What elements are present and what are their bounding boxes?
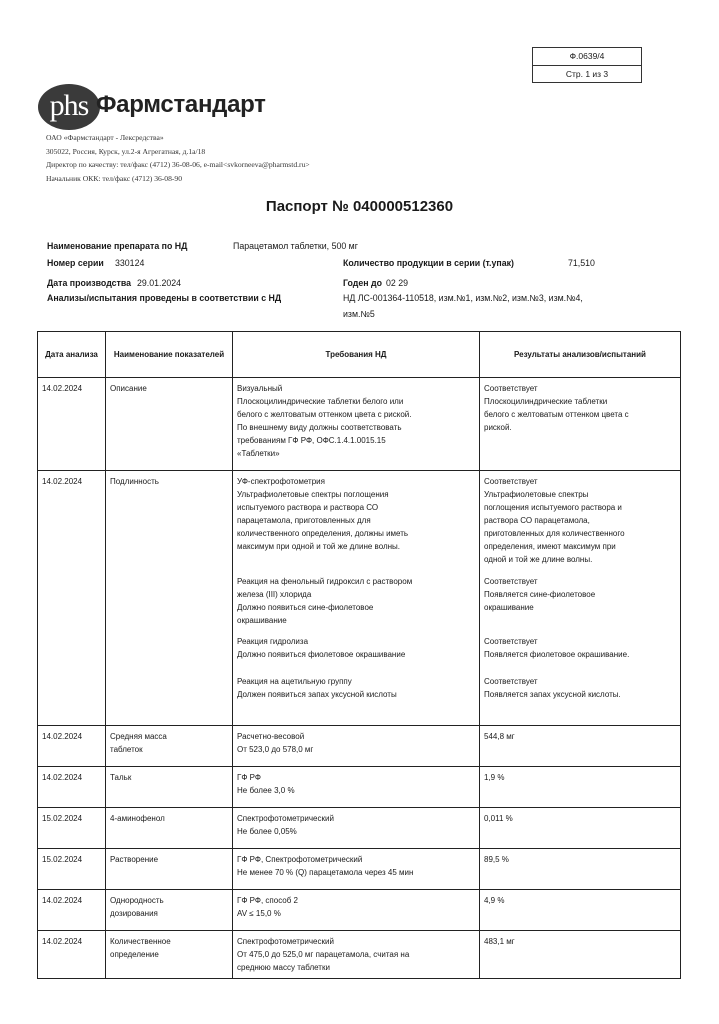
cell-requirements: ГФ РФ, способ 2 AV ≤ 15,0 %: [233, 890, 480, 931]
cell-name: Средняя масса таблеток: [106, 726, 233, 767]
cell-name: Описание: [106, 378, 233, 471]
cell-date: 14.02.2024: [38, 931, 106, 979]
cell-name: Однородность дозирования: [106, 890, 233, 931]
series-value: 330124: [115, 258, 145, 268]
header-requirements: Требования НД: [233, 332, 480, 378]
production-date-label: Дата производства: [47, 278, 132, 288]
cell-name: Количественное определение: [106, 931, 233, 979]
logo-mark: phs: [38, 84, 100, 130]
expiry-value: 02 29: [386, 278, 409, 288]
table-row: [38, 890, 681, 931]
cell-requirements: Визуальный Плоскоцилиндрические таблетки белого или белого с желтоватым оттенком цвета с риской. По внешнему виду должны соответствовать требованиям ГФ РФ, ОФС.1.4.1.0015.15 «Таблетки»: [233, 378, 480, 471]
company-okk: Начальник ОКК: тел/факс (4712) 36-08-90: [46, 173, 183, 183]
production-date-value: 29.01.2024: [137, 278, 182, 288]
nd-value-line1: НД ЛС-001364-110518, изм.№1, изм.№2, изм.№3, изм.№4,: [343, 293, 583, 303]
logo-name: Фармстандарт: [96, 91, 266, 118]
header-name: Наименование показателей: [106, 332, 233, 378]
table-row: [38, 726, 681, 767]
page-number: Стр. 1 из 3: [565, 69, 609, 79]
cell-date: 15.02.2024: [38, 849, 106, 890]
table-row: [38, 849, 681, 890]
company-director: Директор по качеству: тел/факс (4712) 36-08-06, e-mail<svkorneeva@pharmstd.ru>: [46, 160, 310, 169]
table-row: [38, 808, 681, 849]
cell-result: 483,1 мг: [480, 931, 681, 979]
nd-label: Анализы/испытания проведены в соответствии с НД: [47, 293, 282, 303]
cell-name: Подлинность: [106, 471, 233, 726]
company-address: 305022, Россия, Курск, ул.2-я Агрегатная, д.1а/18: [46, 146, 206, 156]
cell-date: 14.02.2024: [38, 378, 106, 471]
cell-date: 14.02.2024: [38, 726, 106, 767]
cell-result: Соответствует Ультрафиолетовые спектры поглощения испытуемого раствора и раствора СО парацетамола, приготовленных для количественного определения, имеют максимум при одной и той же длине волны. Соответствует Появляется сине-фиолетовое окрашивание Соответствует Появляется фиолетовое окрашивание. Соответствует Появляется запах уксусной кислоты.: [480, 471, 681, 726]
cell-result: 4,9 %: [480, 890, 681, 931]
header-results: Результаты анализов/испытаний: [480, 332, 681, 378]
table-row: [38, 471, 681, 726]
expiry-label: Годен до: [343, 278, 382, 288]
table-header-row: [38, 332, 681, 378]
cell-date: 14.02.2024: [38, 767, 106, 808]
form-code: Ф.0639/4: [533, 48, 641, 66]
drug-label: Наименование препарата по НД: [47, 241, 188, 251]
table-row: [38, 767, 681, 808]
cell-date: 15.02.2024: [38, 808, 106, 849]
cell-result: 1,9 %: [480, 767, 681, 808]
cell-requirements: ГФ РФ Не более 3,0 %: [233, 767, 480, 808]
cell-name: Тальк: [106, 767, 233, 808]
qty-label: Количество продукции в серии (т.упак): [343, 258, 514, 268]
form-code-box: [532, 47, 642, 83]
qty-value: 71,510: [568, 258, 595, 268]
cell-result: 544,8 мг: [480, 726, 681, 767]
passport-title: Паспорт № 040000512360: [265, 198, 454, 215]
table-row: [38, 931, 681, 979]
cell-date: 14.02.2024: [38, 471, 106, 726]
cell-requirements: Спектрофотометрический От 475,0 до 525,0 мг парацетамола, считая на среднюю массу таблетки: [233, 931, 480, 979]
cell-name: Растворение: [106, 849, 233, 890]
header-date: Дата анализа: [38, 332, 106, 378]
cell-result: Соответствует Плоскоцилиндрические таблетки белого с желтоватым оттенком цвета с риской.: [480, 378, 681, 471]
cell-name: 4-аминофенол: [106, 808, 233, 849]
company-logo: [38, 84, 266, 130]
results-table: [37, 331, 681, 979]
company-info: [46, 131, 310, 185]
drug-value: Парацетамол таблетки, 500 мг: [233, 241, 358, 251]
series-label: Номер серии: [47, 258, 104, 268]
company-name: ОАО «Фармстандарт - Лексредства»: [46, 133, 164, 142]
cell-result: 0,011 %: [480, 808, 681, 849]
cell-requirements: Расчетно-весовой От 523,0 до 578,0 мг: [233, 726, 480, 767]
cell-requirements: ГФ РФ, Спектрофотометрический Не менее 70 % (Q) парацетамола через 45 мин: [233, 849, 480, 890]
cell-result: 89,5 %: [480, 849, 681, 890]
nd-value-line2: изм.№5: [343, 309, 375, 319]
cell-date: 14.02.2024: [38, 890, 106, 931]
cell-requirements: Спектрофотометрический Не более 0,05%: [233, 808, 480, 849]
cell-requirements: УФ-спектрофотометрия Ультрафиолетовые спектры поглощения испытуемого раствора и раствора СО парацетамола, приготовленных для количественного определения, должны иметь максимум при одной и той же длине волны. Реакция на фенольный гидроксил с раствором железа (III) хлорида Должно появиться сине-фиолетовое окрашивание Реакция гидролиза Должно появиться фиолетовое окрашивание Реакция на ацетильную группу Должен появиться запах уксусной кислоты: [233, 471, 480, 726]
table-row: [38, 378, 681, 471]
